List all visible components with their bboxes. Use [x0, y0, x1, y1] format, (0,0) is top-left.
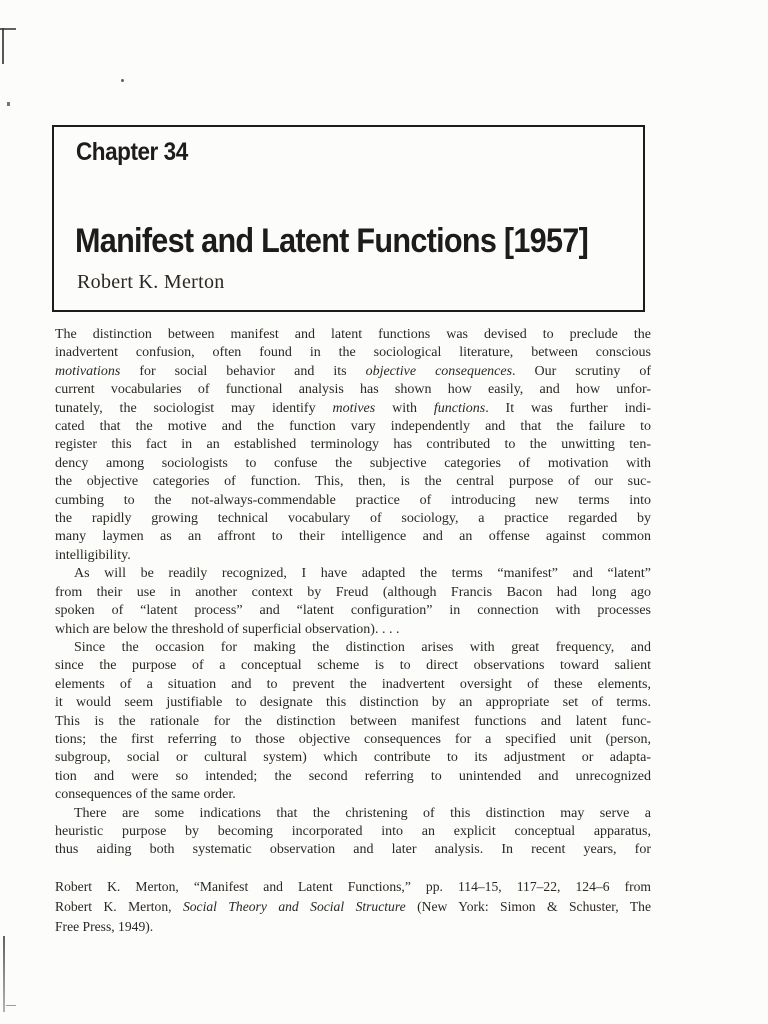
text-line: This is the rationale for the distinction between manifest functions and latent func- — [55, 713, 651, 729]
scan-artifact-dot — [7, 102, 10, 106]
text-line: tions; the first referring to those objective consequences for a specified unit (person, — [55, 731, 651, 747]
text-line: the objective categories of function. This, then, is the central purpose of our suc- — [55, 474, 651, 490]
paragraph — [55, 805, 651, 860]
scan-artifact-bottom-left-tick — [6, 1005, 16, 1006]
text-line: Robert K. Merton, “Manifest and Latent Functions,” pp. 114–15, 117–22, 124–6 from — [55, 879, 651, 894]
text-line: from their use in another context by Freud (although Francis Bacon had long ago — [55, 584, 651, 600]
source-footnote — [55, 877, 651, 937]
text-line: elements of a situation and to prevent the inadvertent oversight of these elements, — [55, 676, 651, 692]
text-line: register this fact in an established terminology has contributed to the unwitting ten- — [55, 437, 651, 453]
paragraph — [55, 326, 651, 565]
scan-artifact-top-left-line — [2, 28, 4, 64]
text-line: which are below the threshold of superficial observation). . . . — [55, 621, 400, 637]
text-line: cumbing to the not-always-commendable practice of introducing new terms into — [55, 492, 651, 508]
text-line: spoken of “latent process” and “latent configuration” in connection with processes — [55, 603, 651, 619]
text-line: dency among sociologists to confuse the subjective categories of motivation with — [55, 455, 651, 471]
text-line: Free Press, 1949). — [55, 919, 154, 934]
text-line: There are some indications that the christening of this distinction may serve a — [74, 805, 651, 821]
paragraph — [55, 639, 651, 805]
scan-artifact-bottom-left-line — [3, 936, 5, 1012]
text-line: subgroup, social or cultural system) which contribute to its adjustment or adapta- — [55, 750, 651, 766]
text-line: since the purpose of a conceptual scheme is to direct observations toward salient — [55, 658, 651, 674]
text-line: inadvertent confusion, often found in the sociological literature, between conscious — [55, 345, 651, 361]
text-line: the rapidly growing technical vocabulary of sociology, a practice regarded by — [55, 511, 651, 527]
text-line: thus aiding both systematic observation and later analysis. In recent years, for — [55, 842, 651, 858]
text-line: many laymen as an affront to their intelligence and an offense against common — [55, 529, 651, 545]
text-line: Since the occasion for making the distinction arises with great frequency, and — [74, 639, 651, 655]
text-line: heuristic purpose by becoming incorporated into an explicit conceptual apparatus, — [55, 823, 651, 839]
chapter-title: Manifest and Latent Functions [1957] — [75, 222, 589, 260]
text-line: consequences of the same order. — [55, 787, 236, 803]
chapter-header-box — [52, 125, 645, 312]
text-line: current vocabularies of functional analysis has shown how easily, and how unfor- — [55, 382, 651, 398]
text-line: As will be readily recognized, I have adapted the terms “manifest” and “latent” — [74, 566, 651, 582]
chapter-number-label: Chapter 34 — [76, 138, 188, 166]
chapter-author: Robert K. Merton — [77, 271, 225, 293]
scan-artifact-speck — [121, 79, 124, 82]
text-line: tunately, the sociologist may identify motives with functions. It was further indi- — [55, 400, 652, 416]
text-line: tion and were so intended; the second referring to unintended and unrecognized — [55, 768, 651, 784]
text-line: The distinction between manifest and latent functions was devised to preclude the — [55, 327, 651, 342]
text-line: intelligibility. — [55, 547, 131, 563]
text-line: cated that the motive and the function vary independently and that the failure to — [55, 419, 651, 435]
text-line: motivations for social behavior and its objective consequences. Our scrutiny of — [55, 363, 651, 379]
body-text — [55, 326, 651, 860]
paragraph — [55, 565, 651, 639]
text-line: it would seem justifiable to designate this distinction by an appropriate set of terms. — [55, 695, 651, 711]
text-line: Robert K. Merton, Social Theory and Social Structure (New York: Simon & Schuster, The — [55, 899, 651, 914]
